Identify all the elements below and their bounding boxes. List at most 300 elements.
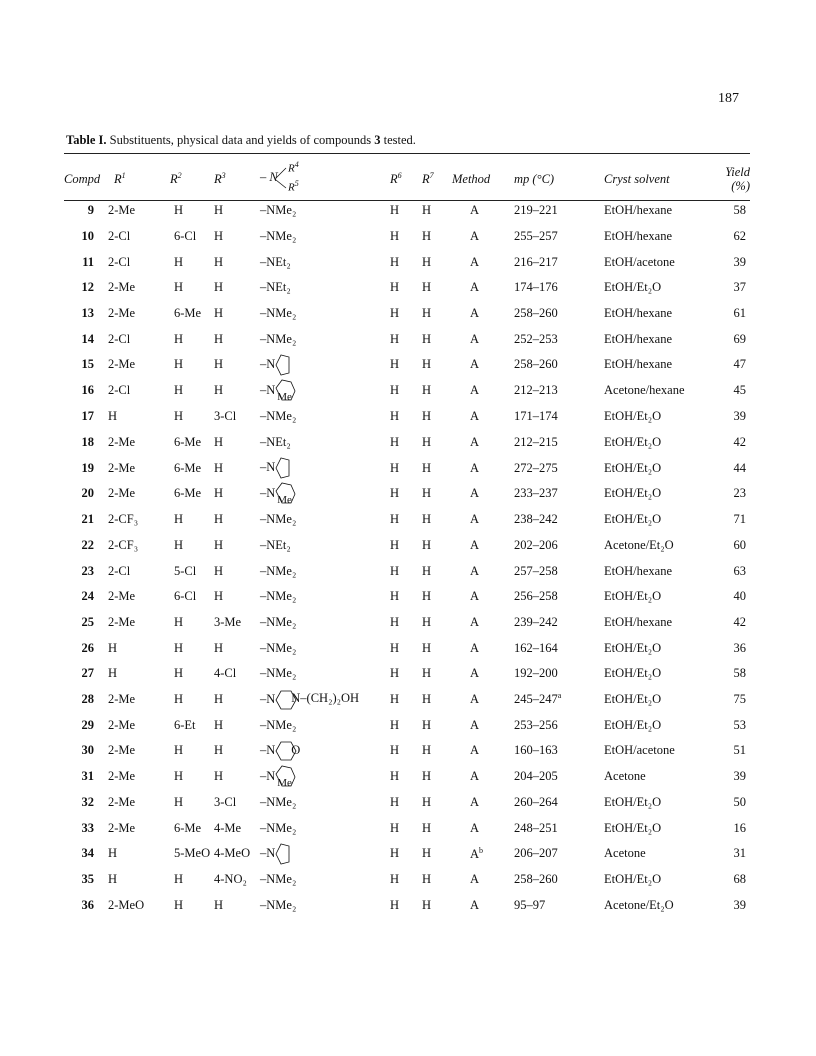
r3-cell: H bbox=[214, 229, 224, 244]
compound-id: 18 bbox=[81, 434, 94, 449]
mp-cell: 238–242 bbox=[514, 512, 558, 527]
r3-cell: 3-Cl bbox=[214, 795, 237, 810]
table-row bbox=[64, 712, 750, 738]
table-row bbox=[64, 738, 750, 764]
mp-cell: 162–164 bbox=[514, 640, 558, 655]
method-cell: A bbox=[470, 717, 480, 732]
yield-cell: 16 bbox=[733, 820, 746, 835]
amine-group: –NMe₂ bbox=[260, 563, 297, 578]
compound-id: 32 bbox=[81, 795, 94, 810]
mp-cell: 171–174 bbox=[514, 409, 558, 424]
r7-cell: H bbox=[422, 666, 432, 681]
r7-cell: H bbox=[422, 743, 432, 758]
yield-cell: 42 bbox=[733, 614, 746, 629]
amine-group: –NMe₂ bbox=[260, 872, 297, 887]
r6-cell: H bbox=[390, 640, 400, 655]
r2-cell: H bbox=[174, 254, 184, 269]
yield-cell: 47 bbox=[733, 357, 746, 372]
r6-cell: H bbox=[390, 692, 400, 707]
r2-cell: 6-Me bbox=[174, 434, 202, 449]
amine-group: –NMe₂ bbox=[260, 589, 297, 604]
solvent-cell: EtOH/hexane bbox=[604, 614, 673, 629]
r6-cell: H bbox=[390, 229, 400, 244]
method-cell: A bbox=[470, 306, 480, 321]
compound-id: 31 bbox=[81, 769, 94, 784]
r1-cell: H bbox=[108, 846, 118, 861]
r2-cell: 6-Cl bbox=[174, 589, 197, 604]
caption-label: Table I. bbox=[66, 133, 107, 147]
r3-cell: H bbox=[214, 717, 224, 732]
nr4r5-cell bbox=[260, 198, 390, 224]
yield-cell: 39 bbox=[733, 769, 746, 784]
r3-cell: H bbox=[214, 203, 224, 218]
r6-cell: H bbox=[390, 589, 400, 604]
yield-cell: 44 bbox=[733, 460, 746, 475]
r3-cell: H bbox=[214, 692, 224, 707]
r7-cell: H bbox=[422, 614, 432, 629]
method-cell: A bbox=[470, 820, 480, 835]
amine-group: –NMe₂ bbox=[260, 331, 297, 346]
pyrrolidine-ring-icon bbox=[275, 353, 291, 377]
amine-n: –N bbox=[260, 356, 276, 371]
r2-cell: H bbox=[174, 666, 184, 681]
r3-cell: 3-Cl bbox=[214, 409, 237, 424]
header-r7: $R^7$ bbox=[422, 170, 434, 187]
nr4r5-cell bbox=[260, 430, 390, 456]
r6-cell: H bbox=[390, 820, 400, 835]
r3-cell: H bbox=[214, 383, 224, 398]
table-row bbox=[64, 507, 750, 533]
r3-cell: 4-Cl bbox=[214, 666, 237, 681]
solvent-cell: EtOH/Et₂O bbox=[604, 717, 662, 732]
r7-cell: H bbox=[422, 383, 432, 398]
yield-cell: 75 bbox=[733, 692, 746, 707]
nr4r5-cell bbox=[260, 584, 390, 610]
solvent-cell: EtOH/Et₂O bbox=[604, 460, 662, 475]
amine-group: –NMe₂ bbox=[260, 795, 297, 810]
solvent-cell: EtOH/Et₂O bbox=[604, 589, 662, 604]
r6-cell: H bbox=[390, 512, 400, 527]
yield-cell: 69 bbox=[733, 331, 746, 346]
solvent-cell: EtOH/Et₂O bbox=[604, 486, 662, 501]
nr4r5-cell bbox=[260, 661, 390, 687]
r2-cell: 6-Me bbox=[174, 306, 202, 321]
r7-cell: H bbox=[422, 692, 432, 707]
table-row bbox=[64, 635, 750, 661]
yield-cell: 39 bbox=[733, 897, 746, 912]
compound-id: 9 bbox=[87, 203, 94, 218]
solvent-cell: EtOH/Et₂O bbox=[604, 409, 662, 424]
r3-cell: 4-Me bbox=[214, 820, 242, 835]
r2-cell: H bbox=[174, 537, 184, 552]
compound-id: 24 bbox=[81, 589, 94, 604]
compound-id: 19 bbox=[81, 460, 94, 475]
mp-cell: 233–237 bbox=[514, 486, 558, 501]
r6-cell: H bbox=[390, 537, 400, 552]
r7-cell: H bbox=[422, 460, 432, 475]
mp-cell: 239–242 bbox=[514, 614, 558, 629]
method-cell: A bbox=[470, 486, 480, 501]
mp-cell: 255–257 bbox=[514, 229, 558, 244]
yield-cell: 71 bbox=[733, 512, 746, 527]
header-compd: Compd bbox=[64, 171, 101, 186]
header-r4: $R^4$ bbox=[288, 160, 299, 175]
r2-cell: H bbox=[174, 383, 184, 398]
r3-cell: H bbox=[214, 743, 224, 758]
r6-cell: H bbox=[390, 357, 400, 372]
r1-cell: 2-Me bbox=[108, 614, 136, 629]
r6-cell: H bbox=[390, 331, 400, 346]
r3-cell: H bbox=[214, 280, 224, 295]
method-cell: A bbox=[470, 512, 480, 527]
header-nr4r5 bbox=[260, 160, 390, 198]
method-cell: A$^b$ bbox=[470, 845, 484, 862]
header-yield: Yield (%) bbox=[725, 165, 750, 193]
yield-cell: 31 bbox=[733, 846, 746, 861]
amine-group: –NMe₂ bbox=[260, 229, 297, 244]
r3-cell: H bbox=[214, 640, 224, 655]
r2-cell: 6-Et bbox=[174, 717, 196, 732]
ring-label: Me bbox=[277, 776, 292, 789]
header-r5: $R^5$ bbox=[288, 179, 299, 194]
solvent-cell: Acetone/hexane bbox=[604, 383, 685, 398]
r2-cell: H bbox=[174, 769, 184, 784]
r2-cell: 6-Me bbox=[174, 460, 202, 475]
r1-cell: 2-Me bbox=[108, 203, 136, 218]
mp-cell: 216–217 bbox=[514, 254, 558, 269]
table-row bbox=[64, 224, 750, 250]
r1-cell: 2-MeO bbox=[108, 897, 145, 912]
yield-cell: 58 bbox=[733, 666, 746, 681]
table-row bbox=[64, 455, 750, 481]
method-cell: A bbox=[470, 614, 480, 629]
compound-id: 36 bbox=[81, 897, 94, 912]
r2-cell: 5-MeO bbox=[174, 846, 211, 861]
r1-cell: 2-Cl bbox=[108, 254, 131, 269]
compound-id: 35 bbox=[81, 872, 94, 887]
solvent-cell: Acetone bbox=[604, 846, 646, 861]
solvent-cell: Acetone/Et₂O bbox=[604, 537, 674, 552]
mp-cell: 192–200 bbox=[514, 666, 558, 681]
r3-cell: H bbox=[214, 254, 224, 269]
r1-cell: H bbox=[108, 409, 118, 424]
compound-id: 23 bbox=[81, 563, 94, 578]
r6-cell: H bbox=[390, 846, 400, 861]
compound-id: 30 bbox=[81, 743, 94, 758]
table-row bbox=[64, 661, 750, 687]
solvent-cell: EtOH/hexane bbox=[604, 229, 673, 244]
r3-cell: H bbox=[214, 589, 224, 604]
table-row bbox=[64, 610, 750, 636]
r3-cell: H bbox=[214, 769, 224, 784]
method-cell: A bbox=[470, 357, 480, 372]
solvent-cell: EtOH/Et₂O bbox=[604, 820, 662, 835]
r1-cell: H bbox=[108, 640, 118, 655]
method-cell: A bbox=[470, 666, 480, 681]
header-solvent: Cryst solvent bbox=[604, 171, 670, 186]
table-row bbox=[64, 352, 750, 378]
r1-cell: 2-Me bbox=[108, 589, 136, 604]
table-row bbox=[64, 326, 750, 352]
table-row bbox=[64, 815, 750, 841]
r7-cell: H bbox=[422, 846, 432, 861]
r7-cell: H bbox=[422, 409, 432, 424]
nr4r5-cell bbox=[260, 867, 390, 893]
caption-tail: tested. bbox=[380, 133, 416, 147]
r6-cell: H bbox=[390, 666, 400, 681]
r3-cell: H bbox=[214, 331, 224, 346]
r6-cell: H bbox=[390, 897, 400, 912]
r3-cell: 3-Me bbox=[214, 614, 242, 629]
r2-cell: H bbox=[174, 640, 184, 655]
amine-group: –NMe₂ bbox=[260, 820, 297, 835]
nr4r5-cell bbox=[260, 841, 390, 867]
nr4r5-cell bbox=[260, 301, 390, 327]
table-header-row bbox=[64, 160, 750, 198]
r6-cell: H bbox=[390, 306, 400, 321]
r1-cell: H bbox=[108, 666, 118, 681]
nr4r5-cell bbox=[260, 558, 390, 584]
r7-cell: H bbox=[422, 486, 432, 501]
nr4r5-cell bbox=[260, 224, 390, 250]
r1-cell: 2-Cl bbox=[108, 331, 131, 346]
compound-id: 10 bbox=[81, 229, 94, 244]
ring-label: Me bbox=[277, 390, 292, 403]
mp-cell: 95–97 bbox=[514, 897, 546, 912]
yield-cell: 39 bbox=[733, 409, 746, 424]
r7-cell: H bbox=[422, 229, 432, 244]
amine-n: –N bbox=[260, 768, 276, 783]
r1-cell: 2-CF₃ bbox=[108, 512, 139, 527]
r1-cell: 2-Cl bbox=[108, 383, 131, 398]
table-top-rule bbox=[64, 153, 750, 154]
yield-cell: 68 bbox=[733, 872, 746, 887]
solvent-cell: EtOH/Et₂O bbox=[604, 640, 662, 655]
r1-cell: 2-Me bbox=[108, 769, 136, 784]
amine-group: –NEt₂ bbox=[260, 280, 291, 295]
r1-cell: 2-Me bbox=[108, 306, 136, 321]
method-cell: A bbox=[470, 743, 480, 758]
r3-cell: 4-MeO bbox=[214, 846, 251, 861]
yield-cell: 45 bbox=[733, 383, 746, 398]
nr4r5-cell bbox=[260, 533, 390, 559]
r2-cell: 5-Cl bbox=[174, 563, 197, 578]
ring-tail: O bbox=[291, 742, 301, 757]
mp-cell: 260–264 bbox=[514, 795, 558, 810]
yield-cell: 58 bbox=[733, 203, 746, 218]
mp-cell: 204–205 bbox=[514, 769, 558, 784]
ring-tail: N–(CH₂)₂OH bbox=[291, 691, 360, 706]
r3-cell: H bbox=[214, 512, 224, 527]
r6-cell: H bbox=[390, 203, 400, 218]
mp-cell: 253–256 bbox=[514, 717, 558, 732]
solvent-cell: EtOH/hexane bbox=[604, 563, 673, 578]
nr4r5-cell bbox=[260, 738, 390, 764]
r7-cell: H bbox=[422, 872, 432, 887]
r6-cell: H bbox=[390, 280, 400, 295]
r3-cell: H bbox=[214, 357, 224, 372]
r7-cell: H bbox=[422, 434, 432, 449]
r6-cell: H bbox=[390, 743, 400, 758]
table-row bbox=[64, 198, 750, 224]
r2-cell: 6-Me bbox=[174, 820, 202, 835]
r6-cell: H bbox=[390, 434, 400, 449]
nr4r5-cell bbox=[260, 687, 390, 713]
table-row bbox=[64, 301, 750, 327]
compound-id: 15 bbox=[81, 357, 94, 372]
r1-cell: 2-Me bbox=[108, 795, 136, 810]
r7-cell: H bbox=[422, 820, 432, 835]
pyrrolidine-ring-icon bbox=[275, 456, 291, 480]
method-cell: A bbox=[470, 872, 480, 887]
r7-cell: H bbox=[422, 537, 432, 552]
mp-cell: 258–260 bbox=[514, 306, 558, 321]
yield-cell: 40 bbox=[733, 589, 746, 604]
r1-cell: 2-Me bbox=[108, 717, 136, 732]
compound-id: 26 bbox=[81, 640, 94, 655]
method-cell: A bbox=[470, 795, 480, 810]
solvent-cell: EtOH/hexane bbox=[604, 357, 673, 372]
table-row bbox=[64, 378, 750, 404]
r7-cell: H bbox=[422, 717, 432, 732]
header-nr-n: – N bbox=[260, 170, 278, 184]
r1-cell: 2-Me bbox=[108, 692, 136, 707]
method-cell: A bbox=[470, 563, 480, 578]
compound-table bbox=[64, 160, 750, 918]
r1-cell: 2-Cl bbox=[108, 563, 131, 578]
caption-text: Substituents, physical data and yields of compounds bbox=[106, 133, 375, 147]
r1-cell: H bbox=[108, 872, 118, 887]
mp-cell: 258–260 bbox=[514, 357, 558, 372]
yield-cell: 36 bbox=[733, 640, 746, 655]
yield-cell: 53 bbox=[733, 717, 746, 732]
r3-cell: H bbox=[214, 434, 224, 449]
nr4r5-cell bbox=[260, 249, 390, 275]
r6-cell: H bbox=[390, 872, 400, 887]
nr4r5-cell bbox=[260, 275, 390, 301]
r7-cell: H bbox=[422, 357, 432, 372]
nr4r5-cell bbox=[260, 326, 390, 352]
table-caption bbox=[66, 133, 416, 148]
r6-cell: H bbox=[390, 614, 400, 629]
compound-id: 29 bbox=[81, 717, 94, 732]
page-number: 187 bbox=[718, 91, 739, 106]
table-row bbox=[64, 404, 750, 430]
amine-n: –N bbox=[260, 691, 276, 706]
method-cell: A bbox=[470, 692, 480, 707]
header-r1: $R^1$ bbox=[114, 170, 126, 187]
r1-cell: 2-Me bbox=[108, 357, 136, 372]
header-mp: mp (°C) bbox=[514, 171, 555, 186]
r7-cell: H bbox=[422, 254, 432, 269]
mp-cell: 206–207 bbox=[514, 846, 558, 861]
table-row bbox=[64, 764, 750, 790]
table-row bbox=[64, 893, 750, 919]
solvent-cell: EtOH/Et₂O bbox=[604, 280, 662, 295]
method-cell: A bbox=[470, 537, 480, 552]
r7-cell: H bbox=[422, 769, 432, 784]
r2-cell: H bbox=[174, 409, 184, 424]
r2-cell: H bbox=[174, 357, 184, 372]
method-cell: A bbox=[470, 409, 480, 424]
r7-cell: H bbox=[422, 795, 432, 810]
nr4r5-cell bbox=[260, 815, 390, 841]
yield-cell: 23 bbox=[733, 486, 746, 501]
r2-cell: H bbox=[174, 897, 184, 912]
r6-cell: H bbox=[390, 383, 400, 398]
r7-cell: H bbox=[422, 512, 432, 527]
r2-cell: H bbox=[174, 614, 184, 629]
mp-cell: 248–251 bbox=[514, 820, 558, 835]
yield-cell: 50 bbox=[733, 795, 746, 810]
solvent-cell: EtOH/acetone bbox=[604, 743, 675, 758]
r2-cell: H bbox=[174, 743, 184, 758]
r7-cell: H bbox=[422, 203, 432, 218]
mp-cell: 212–215 bbox=[514, 434, 558, 449]
method-cell: A bbox=[470, 331, 480, 346]
nr4r5-cell bbox=[260, 455, 390, 481]
compound-id: 25 bbox=[81, 614, 94, 629]
solvent-cell: Acetone/Et₂O bbox=[604, 897, 674, 912]
yield-cell: 39 bbox=[733, 254, 746, 269]
r2-cell: H bbox=[174, 512, 184, 527]
r2-cell: H bbox=[174, 692, 184, 707]
r7-cell: H bbox=[422, 897, 432, 912]
amine-n: –N bbox=[260, 845, 276, 860]
nr4r5-cell bbox=[260, 712, 390, 738]
r2-cell: H bbox=[174, 795, 184, 810]
method-cell: A bbox=[470, 280, 480, 295]
table-body bbox=[64, 198, 750, 918]
amine-group: –NMe₂ bbox=[260, 306, 297, 321]
solvent-cell: EtOH/Et₂O bbox=[604, 434, 662, 449]
r3-cell: 4-NO₂ bbox=[214, 872, 247, 887]
table-row bbox=[64, 249, 750, 275]
nr4r5-cell bbox=[260, 404, 390, 430]
compound-id: 28 bbox=[81, 692, 94, 707]
mp-footnote: a bbox=[557, 691, 562, 701]
r3-cell: H bbox=[214, 897, 224, 912]
amine-group: –NMe₂ bbox=[260, 640, 297, 655]
solvent-cell: EtOH/hexane bbox=[604, 331, 673, 346]
mp-cell: 202–206 bbox=[514, 537, 558, 552]
header-r6: $R^6$ bbox=[390, 170, 402, 187]
table-row bbox=[64, 558, 750, 584]
nr4r5-cell bbox=[260, 378, 390, 404]
compound-id: 22 bbox=[81, 537, 94, 552]
r1-cell: 2-CF₃ bbox=[108, 537, 139, 552]
nr4r5-cell bbox=[260, 507, 390, 533]
method-footnote: b bbox=[479, 845, 484, 855]
header-method: Method bbox=[452, 171, 491, 186]
r1-cell: 2-Me bbox=[108, 434, 136, 449]
r1-cell: 2-Cl bbox=[108, 229, 131, 244]
r7-cell: H bbox=[422, 640, 432, 655]
compound-id: 11 bbox=[82, 254, 94, 269]
table-row bbox=[64, 430, 750, 456]
r1-cell: 2-Me bbox=[108, 280, 136, 295]
r7-cell: H bbox=[422, 280, 432, 295]
r6-cell: H bbox=[390, 254, 400, 269]
solvent-cell: EtOH/Et₂O bbox=[604, 795, 662, 810]
nr4r5-cell bbox=[260, 893, 390, 919]
amine-group: –NEt₂ bbox=[260, 537, 291, 552]
caption-compound-ref: 3 bbox=[374, 133, 381, 147]
r3-cell: H bbox=[214, 537, 224, 552]
compound-id: 16 bbox=[81, 383, 94, 398]
yield-cell: 51 bbox=[733, 743, 746, 758]
r1-cell: 2-Me bbox=[108, 820, 136, 835]
